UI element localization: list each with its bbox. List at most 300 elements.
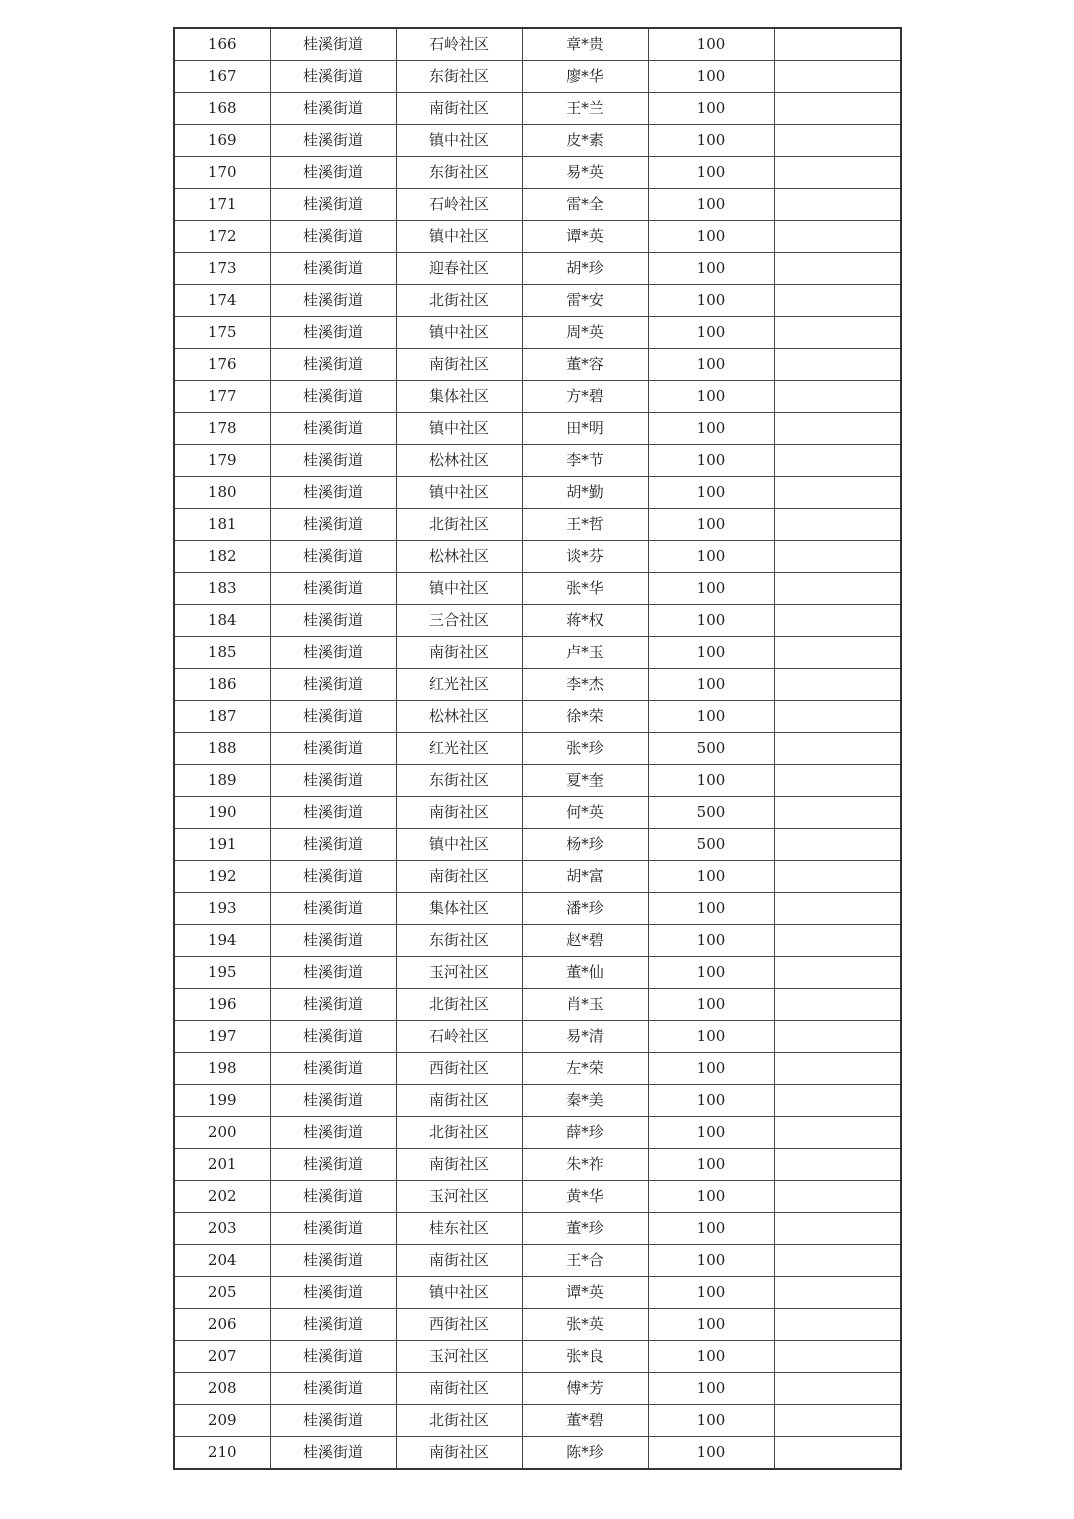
table-row bbox=[174, 285, 901, 317]
cell-name: 张*良 bbox=[522, 1341, 648, 1373]
table-row bbox=[174, 1405, 901, 1437]
cell-index: 188 bbox=[174, 733, 270, 765]
cell-name: 何*英 bbox=[522, 797, 648, 829]
cell-street: 桂溪街道 bbox=[270, 221, 396, 253]
cell-community: 南街社区 bbox=[396, 1149, 522, 1181]
cell-remark bbox=[774, 477, 901, 509]
cell-amount: 100 bbox=[648, 637, 774, 669]
table-row bbox=[174, 765, 901, 797]
table-row bbox=[174, 1341, 901, 1373]
cell-name: 董*碧 bbox=[522, 1405, 648, 1437]
cell-community: 镇中社区 bbox=[396, 413, 522, 445]
cell-community: 石岭社区 bbox=[396, 28, 522, 61]
cell-amount: 100 bbox=[648, 253, 774, 285]
cell-street: 桂溪街道 bbox=[270, 477, 396, 509]
cell-street: 桂溪街道 bbox=[270, 733, 396, 765]
cell-index: 167 bbox=[174, 61, 270, 93]
cell-street: 桂溪街道 bbox=[270, 349, 396, 381]
cell-remark bbox=[774, 1405, 901, 1437]
cell-community: 南街社区 bbox=[396, 1085, 522, 1117]
cell-remark bbox=[774, 157, 901, 189]
cell-remark bbox=[774, 93, 901, 125]
cell-community: 北街社区 bbox=[396, 1405, 522, 1437]
cell-amount: 100 bbox=[648, 1341, 774, 1373]
table-row bbox=[174, 637, 901, 669]
table-row bbox=[174, 1181, 901, 1213]
cell-community: 集体社区 bbox=[396, 381, 522, 413]
cell-street: 桂溪街道 bbox=[270, 413, 396, 445]
cell-index: 166 bbox=[174, 28, 270, 61]
cell-index: 172 bbox=[174, 221, 270, 253]
cell-name: 易*清 bbox=[522, 1021, 648, 1053]
cell-amount: 100 bbox=[648, 413, 774, 445]
cell-remark bbox=[774, 573, 901, 605]
cell-street: 桂溪街道 bbox=[270, 1181, 396, 1213]
cell-amount: 100 bbox=[648, 1053, 774, 1085]
cell-street: 桂溪街道 bbox=[270, 1309, 396, 1341]
cell-community: 迎春社区 bbox=[396, 253, 522, 285]
cell-index: 194 bbox=[174, 925, 270, 957]
cell-index: 170 bbox=[174, 157, 270, 189]
cell-amount: 100 bbox=[648, 509, 774, 541]
table-row bbox=[174, 1373, 901, 1405]
cell-remark bbox=[774, 1341, 901, 1373]
cell-street: 桂溪街道 bbox=[270, 957, 396, 989]
cell-community: 红光社区 bbox=[396, 669, 522, 701]
cell-street: 桂溪街道 bbox=[270, 797, 396, 829]
cell-street: 桂溪街道 bbox=[270, 93, 396, 125]
table-row bbox=[174, 509, 901, 541]
cell-name: 薛*珍 bbox=[522, 1117, 648, 1149]
cell-remark bbox=[774, 349, 901, 381]
cell-street: 桂溪街道 bbox=[270, 509, 396, 541]
table-row bbox=[174, 1053, 901, 1085]
table-row bbox=[174, 221, 901, 253]
cell-amount: 100 bbox=[648, 573, 774, 605]
cell-street: 桂溪街道 bbox=[270, 1149, 396, 1181]
cell-index: 209 bbox=[174, 1405, 270, 1437]
cell-name: 傅*芳 bbox=[522, 1373, 648, 1405]
cell-remark bbox=[774, 1117, 901, 1149]
cell-community: 南街社区 bbox=[396, 93, 522, 125]
cell-name: 雷*全 bbox=[522, 189, 648, 221]
cell-remark bbox=[774, 669, 901, 701]
cell-community: 北街社区 bbox=[396, 1117, 522, 1149]
cell-index: 185 bbox=[174, 637, 270, 669]
cell-amount: 100 bbox=[648, 1181, 774, 1213]
cell-community: 西街社区 bbox=[396, 1309, 522, 1341]
cell-index: 210 bbox=[174, 1437, 270, 1470]
cell-amount: 100 bbox=[648, 221, 774, 253]
cell-street: 桂溪街道 bbox=[270, 317, 396, 349]
table-row bbox=[174, 925, 901, 957]
cell-amount: 100 bbox=[648, 1405, 774, 1437]
cell-name: 左*荣 bbox=[522, 1053, 648, 1085]
cell-index: 198 bbox=[174, 1053, 270, 1085]
cell-index: 181 bbox=[174, 509, 270, 541]
table-row bbox=[174, 93, 901, 125]
cell-remark bbox=[774, 733, 901, 765]
cell-community: 南街社区 bbox=[396, 1373, 522, 1405]
table-row bbox=[174, 541, 901, 573]
cell-remark bbox=[774, 861, 901, 893]
cell-street: 桂溪街道 bbox=[270, 861, 396, 893]
cell-remark bbox=[774, 1181, 901, 1213]
cell-remark bbox=[774, 285, 901, 317]
cell-name: 董*珍 bbox=[522, 1213, 648, 1245]
cell-index: 207 bbox=[174, 1341, 270, 1373]
table-row bbox=[174, 1309, 901, 1341]
table-row bbox=[174, 1085, 901, 1117]
cell-name: 陈*珍 bbox=[522, 1437, 648, 1470]
cell-amount: 500 bbox=[648, 829, 774, 861]
cell-street: 桂溪街道 bbox=[270, 1405, 396, 1437]
cell-index: 189 bbox=[174, 765, 270, 797]
cell-index: 173 bbox=[174, 253, 270, 285]
cell-amount: 100 bbox=[648, 765, 774, 797]
cell-index: 203 bbox=[174, 1213, 270, 1245]
cell-name: 易*英 bbox=[522, 157, 648, 189]
cell-amount: 100 bbox=[648, 61, 774, 93]
cell-community: 松林社区 bbox=[396, 541, 522, 573]
cell-amount: 100 bbox=[648, 349, 774, 381]
cell-index: 199 bbox=[174, 1085, 270, 1117]
cell-name: 田*明 bbox=[522, 413, 648, 445]
cell-community: 松林社区 bbox=[396, 701, 522, 733]
cell-street: 桂溪街道 bbox=[270, 1437, 396, 1470]
cell-amount: 100 bbox=[648, 445, 774, 477]
cell-name: 胡*富 bbox=[522, 861, 648, 893]
cell-remark bbox=[774, 61, 901, 93]
cell-index: 179 bbox=[174, 445, 270, 477]
table-row bbox=[174, 573, 901, 605]
cell-amount: 100 bbox=[648, 1245, 774, 1277]
cell-amount: 100 bbox=[648, 1437, 774, 1470]
cell-name: 周*英 bbox=[522, 317, 648, 349]
cell-remark bbox=[774, 1245, 901, 1277]
cell-remark bbox=[774, 957, 901, 989]
cell-community: 镇中社区 bbox=[396, 317, 522, 349]
cell-index: 182 bbox=[174, 541, 270, 573]
cell-name: 徐*荣 bbox=[522, 701, 648, 733]
cell-remark bbox=[774, 701, 901, 733]
cell-index: 184 bbox=[174, 605, 270, 637]
table-row bbox=[174, 125, 901, 157]
cell-remark bbox=[774, 605, 901, 637]
cell-amount: 100 bbox=[648, 989, 774, 1021]
cell-name: 朱*祚 bbox=[522, 1149, 648, 1181]
cell-remark bbox=[774, 797, 901, 829]
cell-amount: 100 bbox=[648, 1309, 774, 1341]
cell-amount: 100 bbox=[648, 893, 774, 925]
cell-name: 谈*芬 bbox=[522, 541, 648, 573]
cell-index: 190 bbox=[174, 797, 270, 829]
cell-name: 李*节 bbox=[522, 445, 648, 477]
cell-remark bbox=[774, 253, 901, 285]
table-row bbox=[174, 669, 901, 701]
cell-street: 桂溪街道 bbox=[270, 445, 396, 477]
cell-street: 桂溪街道 bbox=[270, 637, 396, 669]
cell-street: 桂溪街道 bbox=[270, 1085, 396, 1117]
cell-remark bbox=[774, 1085, 901, 1117]
table-row bbox=[174, 733, 901, 765]
table-row bbox=[174, 413, 901, 445]
cell-amount: 100 bbox=[648, 1021, 774, 1053]
cell-street: 桂溪街道 bbox=[270, 605, 396, 637]
cell-amount: 100 bbox=[648, 1213, 774, 1245]
cell-index: 175 bbox=[174, 317, 270, 349]
cell-community: 镇中社区 bbox=[396, 829, 522, 861]
cell-index: 177 bbox=[174, 381, 270, 413]
cell-name: 廖*华 bbox=[522, 61, 648, 93]
cell-remark bbox=[774, 1437, 901, 1470]
table-body bbox=[174, 28, 901, 1469]
cell-street: 桂溪街道 bbox=[270, 157, 396, 189]
cell-name: 潘*珍 bbox=[522, 893, 648, 925]
cell-community: 镇中社区 bbox=[396, 221, 522, 253]
cell-name: 夏*奎 bbox=[522, 765, 648, 797]
cell-street: 桂溪街道 bbox=[270, 1277, 396, 1309]
cell-index: 174 bbox=[174, 285, 270, 317]
cell-amount: 100 bbox=[648, 861, 774, 893]
cell-amount: 100 bbox=[648, 285, 774, 317]
table-row bbox=[174, 157, 901, 189]
cell-remark bbox=[774, 509, 901, 541]
cell-community: 东街社区 bbox=[396, 925, 522, 957]
table-row bbox=[174, 189, 901, 221]
cell-name: 王*合 bbox=[522, 1245, 648, 1277]
data-table bbox=[173, 27, 902, 1470]
cell-community: 北街社区 bbox=[396, 285, 522, 317]
cell-street: 桂溪街道 bbox=[270, 1213, 396, 1245]
cell-index: 169 bbox=[174, 125, 270, 157]
cell-amount: 100 bbox=[648, 1277, 774, 1309]
cell-name: 方*碧 bbox=[522, 381, 648, 413]
table-row bbox=[174, 253, 901, 285]
cell-remark bbox=[774, 413, 901, 445]
cell-name: 皮*素 bbox=[522, 125, 648, 157]
cell-community: 东街社区 bbox=[396, 157, 522, 189]
cell-index: 183 bbox=[174, 573, 270, 605]
cell-index: 204 bbox=[174, 1245, 270, 1277]
table-row bbox=[174, 1277, 901, 1309]
cell-community: 南街社区 bbox=[396, 1437, 522, 1470]
cell-remark bbox=[774, 189, 901, 221]
cell-remark bbox=[774, 28, 901, 61]
table-row bbox=[174, 701, 901, 733]
cell-community: 玉河社区 bbox=[396, 1181, 522, 1213]
cell-amount: 100 bbox=[648, 1117, 774, 1149]
cell-remark bbox=[774, 221, 901, 253]
cell-street: 桂溪街道 bbox=[270, 829, 396, 861]
cell-amount: 100 bbox=[648, 28, 774, 61]
table-row bbox=[174, 1021, 901, 1053]
table-row bbox=[174, 1437, 901, 1470]
cell-street: 桂溪街道 bbox=[270, 381, 396, 413]
table-row bbox=[174, 957, 901, 989]
cell-street: 桂溪街道 bbox=[270, 669, 396, 701]
table-row bbox=[174, 829, 901, 861]
cell-remark bbox=[774, 125, 901, 157]
cell-index: 186 bbox=[174, 669, 270, 701]
cell-street: 桂溪街道 bbox=[270, 989, 396, 1021]
cell-name: 秦*美 bbox=[522, 1085, 648, 1117]
table-row bbox=[174, 381, 901, 413]
cell-remark bbox=[774, 381, 901, 413]
cell-name: 杨*珍 bbox=[522, 829, 648, 861]
table-row bbox=[174, 317, 901, 349]
cell-community: 南街社区 bbox=[396, 349, 522, 381]
cell-name: 董*仙 bbox=[522, 957, 648, 989]
cell-remark bbox=[774, 829, 901, 861]
cell-street: 桂溪街道 bbox=[270, 125, 396, 157]
cell-name: 胡*勤 bbox=[522, 477, 648, 509]
cell-community: 镇中社区 bbox=[396, 125, 522, 157]
cell-amount: 100 bbox=[648, 93, 774, 125]
cell-name: 谭*英 bbox=[522, 1277, 648, 1309]
cell-street: 桂溪街道 bbox=[270, 1117, 396, 1149]
cell-remark bbox=[774, 925, 901, 957]
cell-community: 三合社区 bbox=[396, 605, 522, 637]
cell-amount: 100 bbox=[648, 1149, 774, 1181]
cell-amount: 100 bbox=[648, 957, 774, 989]
cell-name: 蒋*权 bbox=[522, 605, 648, 637]
cell-amount: 100 bbox=[648, 157, 774, 189]
cell-community: 镇中社区 bbox=[396, 477, 522, 509]
cell-community: 桂东社区 bbox=[396, 1213, 522, 1245]
cell-index: 205 bbox=[174, 1277, 270, 1309]
cell-index: 206 bbox=[174, 1309, 270, 1341]
cell-street: 桂溪街道 bbox=[270, 893, 396, 925]
cell-community: 北街社区 bbox=[396, 509, 522, 541]
cell-street: 桂溪街道 bbox=[270, 285, 396, 317]
cell-remark bbox=[774, 317, 901, 349]
cell-name: 肖*玉 bbox=[522, 989, 648, 1021]
cell-name: 黄*华 bbox=[522, 1181, 648, 1213]
cell-amount: 100 bbox=[648, 477, 774, 509]
table-row bbox=[174, 28, 901, 61]
cell-street: 桂溪街道 bbox=[270, 1053, 396, 1085]
cell-street: 桂溪街道 bbox=[270, 925, 396, 957]
cell-name: 谭*英 bbox=[522, 221, 648, 253]
cell-index: 202 bbox=[174, 1181, 270, 1213]
cell-street: 桂溪街道 bbox=[270, 28, 396, 61]
cell-community: 集体社区 bbox=[396, 893, 522, 925]
table-row bbox=[174, 1245, 901, 1277]
cell-amount: 100 bbox=[648, 1373, 774, 1405]
cell-community: 北街社区 bbox=[396, 989, 522, 1021]
cell-remark bbox=[774, 765, 901, 797]
cell-name: 赵*碧 bbox=[522, 925, 648, 957]
table-row bbox=[174, 349, 901, 381]
table-row bbox=[174, 445, 901, 477]
cell-community: 南街社区 bbox=[396, 637, 522, 669]
cell-remark bbox=[774, 989, 901, 1021]
cell-street: 桂溪街道 bbox=[270, 765, 396, 797]
cell-name: 李*杰 bbox=[522, 669, 648, 701]
cell-index: 197 bbox=[174, 1021, 270, 1053]
cell-community: 东街社区 bbox=[396, 61, 522, 93]
cell-name: 卢*玉 bbox=[522, 637, 648, 669]
cell-index: 195 bbox=[174, 957, 270, 989]
cell-community: 南街社区 bbox=[396, 1245, 522, 1277]
cell-remark bbox=[774, 541, 901, 573]
cell-community: 南街社区 bbox=[396, 861, 522, 893]
cell-remark bbox=[774, 445, 901, 477]
cell-street: 桂溪街道 bbox=[270, 61, 396, 93]
cell-amount: 100 bbox=[648, 1085, 774, 1117]
cell-community: 石岭社区 bbox=[396, 189, 522, 221]
cell-community: 玉河社区 bbox=[396, 1341, 522, 1373]
cell-amount: 500 bbox=[648, 733, 774, 765]
table-row bbox=[174, 61, 901, 93]
cell-index: 201 bbox=[174, 1149, 270, 1181]
cell-name: 王*兰 bbox=[522, 93, 648, 125]
cell-amount: 100 bbox=[648, 125, 774, 157]
cell-remark bbox=[774, 1021, 901, 1053]
cell-name: 王*哲 bbox=[522, 509, 648, 541]
cell-index: 176 bbox=[174, 349, 270, 381]
table-row bbox=[174, 1117, 901, 1149]
cell-amount: 500 bbox=[648, 797, 774, 829]
cell-amount: 100 bbox=[648, 605, 774, 637]
cell-street: 桂溪街道 bbox=[270, 1021, 396, 1053]
cell-remark bbox=[774, 1149, 901, 1181]
cell-community: 东街社区 bbox=[396, 765, 522, 797]
table-row bbox=[174, 1149, 901, 1181]
cell-amount: 100 bbox=[648, 701, 774, 733]
cell-street: 桂溪街道 bbox=[270, 701, 396, 733]
table-row bbox=[174, 893, 901, 925]
cell-name: 张*英 bbox=[522, 1309, 648, 1341]
cell-name: 章*贵 bbox=[522, 28, 648, 61]
cell-remark bbox=[774, 1213, 901, 1245]
cell-index: 168 bbox=[174, 93, 270, 125]
cell-name: 张*华 bbox=[522, 573, 648, 605]
cell-index: 171 bbox=[174, 189, 270, 221]
cell-community: 石岭社区 bbox=[396, 1021, 522, 1053]
cell-remark bbox=[774, 1053, 901, 1085]
cell-community: 红光社区 bbox=[396, 733, 522, 765]
cell-community: 镇中社区 bbox=[396, 1277, 522, 1309]
cell-community: 南街社区 bbox=[396, 797, 522, 829]
cell-name: 雷*安 bbox=[522, 285, 648, 317]
cell-name: 董*容 bbox=[522, 349, 648, 381]
cell-index: 180 bbox=[174, 477, 270, 509]
cell-remark bbox=[774, 1309, 901, 1341]
cell-street: 桂溪街道 bbox=[270, 1373, 396, 1405]
cell-name: 张*珍 bbox=[522, 733, 648, 765]
table-row bbox=[174, 861, 901, 893]
cell-community: 西街社区 bbox=[396, 1053, 522, 1085]
cell-amount: 100 bbox=[648, 189, 774, 221]
cell-community: 松林社区 bbox=[396, 445, 522, 477]
cell-index: 200 bbox=[174, 1117, 270, 1149]
table-row bbox=[174, 797, 901, 829]
cell-street: 桂溪街道 bbox=[270, 1341, 396, 1373]
cell-remark bbox=[774, 893, 901, 925]
cell-amount: 100 bbox=[648, 925, 774, 957]
cell-community: 玉河社区 bbox=[396, 957, 522, 989]
cell-street: 桂溪街道 bbox=[270, 1245, 396, 1277]
cell-index: 187 bbox=[174, 701, 270, 733]
cell-amount: 100 bbox=[648, 669, 774, 701]
cell-index: 192 bbox=[174, 861, 270, 893]
cell-index: 196 bbox=[174, 989, 270, 1021]
cell-name: 胡*珍 bbox=[522, 253, 648, 285]
cell-amount: 100 bbox=[648, 381, 774, 413]
cell-index: 208 bbox=[174, 1373, 270, 1405]
